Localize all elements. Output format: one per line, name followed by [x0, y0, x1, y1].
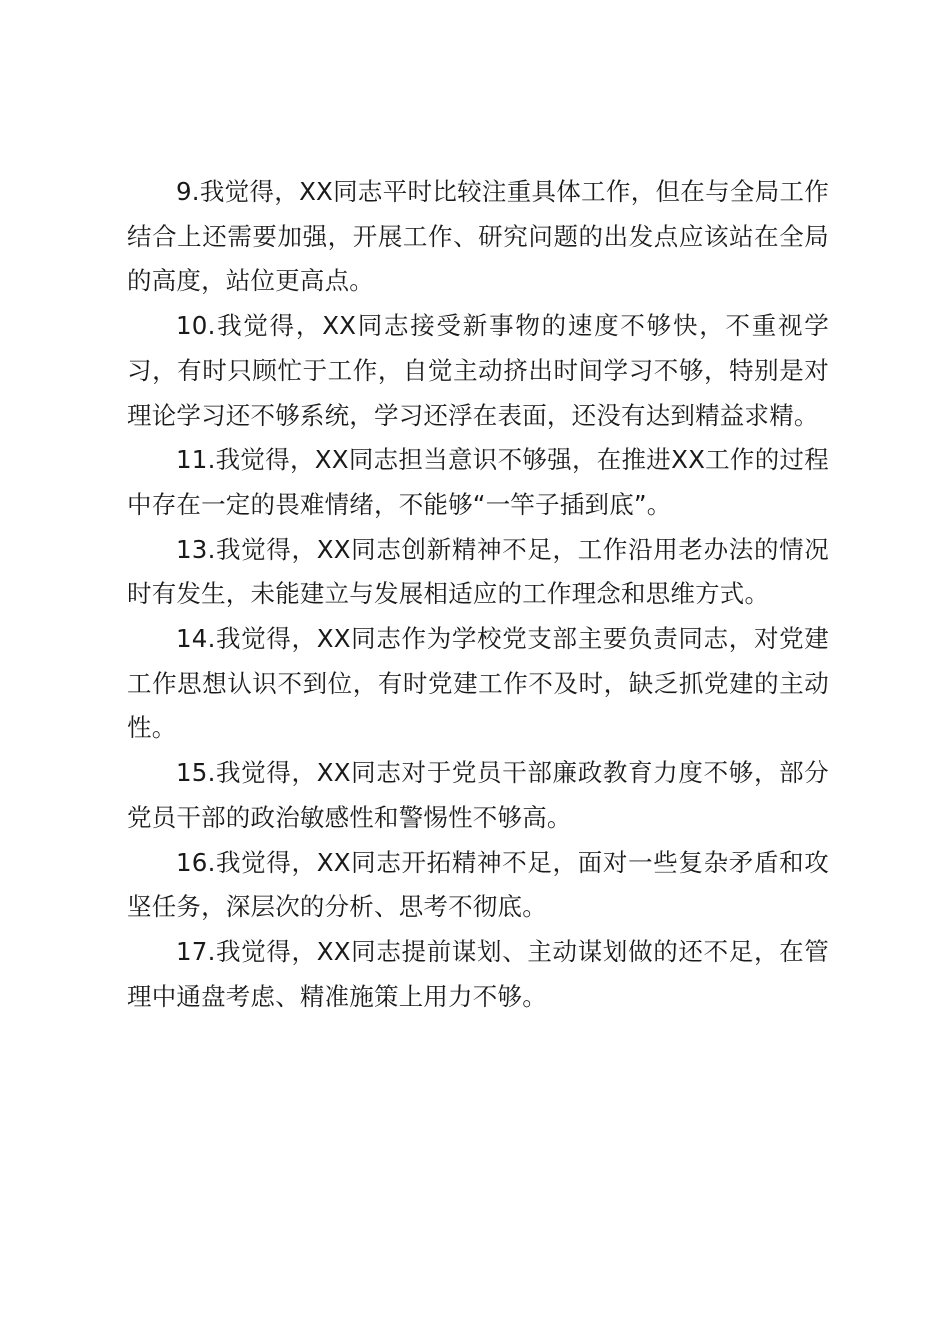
paragraph-item-15: 15.我觉得，XX同志对于党员干部廉政教育力度不够，部分党员干部的政治敏感性和警惕性不够高。 [127, 758, 829, 832]
paragraph-item-9: 9.我觉得，XX同志平时比较注重具体工作，但在与全局工作结合上还需要加强，开展工作、研究问题的出发点应该站在全局的高度，站位更高点。 [127, 177, 829, 296]
paragraph-item-10: 10.我觉得，XX同志接受新事物的速度不够快，不重视学习，有时只顾忙于工作，自觉主动挤出时间学习不够，特别是对理论学习还不够系统，学习还浮在表面，还没有达到精益求精。 [127, 311, 829, 430]
paragraph-item-17: 17.我觉得，XX同志提前谋划、主动谋划做的还不足，在管理中通盘考虑、精准施策上用力不够。 [127, 936, 829, 1011]
paragraph-item-16: 16.我觉得，XX同志开拓精神不足，面对一些复杂矛盾和攻坚任务，深层次的分析、思考不彻底。 [127, 847, 829, 922]
paragraph-item-11: 11.我觉得，XX同志担当意识不够强，在推进XX工作的过程中存在一定的畏难情绪，不能够“一竿子插到底”。 [127, 445, 829, 519]
document-body [127, 170, 829, 1019]
paragraph-item-13: 13.我觉得，XX同志创新精神不足，工作沿用老办法的情况时有发生，未能建立与发展相适应的工作理念和思维方式。 [127, 534, 829, 609]
paragraph-item-14: 14.我觉得，XX同志作为学校党支部主要负责同志，对党建工作思想认识不到位，有时党建工作不及时，缺乏抓党建的主动性。 [127, 624, 829, 743]
